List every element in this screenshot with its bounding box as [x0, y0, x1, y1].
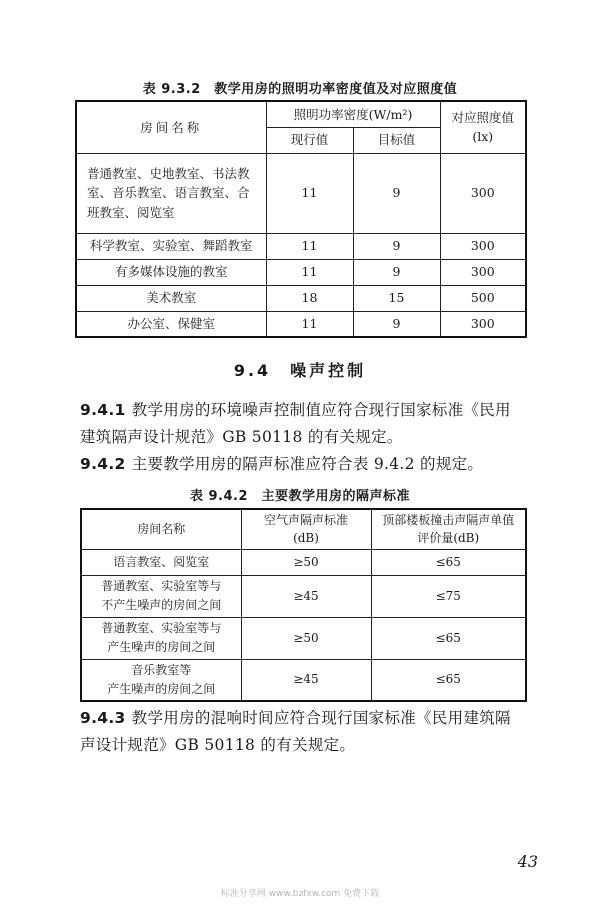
room-cell: [81, 549, 241, 575]
room-cell: [81, 575, 241, 617]
illuminance-cell: 300: [440, 153, 526, 233]
clause-text: 教学用房的环境噪声控制值应符合现行国家标准《民用建筑隔声设计规范》GB 50118 的有关规定。: [80, 401, 511, 446]
table-9-3-2-caption: 表 9.3.2 教学用房的照明功率密度值及对应照度值: [142, 82, 458, 97]
room-cell: 科学教室、实验室、舞蹈教室: [76, 233, 266, 259]
room-line: 语言教室、阅览室: [113, 554, 210, 569]
table-row: [76, 233, 526, 259]
airborne-cell: ≥45: [241, 659, 371, 701]
header-lighting-power-density: 照明功率密度(W/m²): [266, 101, 440, 127]
page-number: 43: [517, 852, 538, 871]
header-illuminance: [440, 101, 526, 153]
clause-number: 9.4.3: [80, 709, 126, 727]
table-9-4-2: [80, 508, 527, 702]
header-target-value: 目标值: [353, 127, 440, 153]
illuminance-cell: 300: [440, 259, 526, 285]
section-title: 9.4 噪声控制: [233, 361, 367, 380]
room-line: 普通教室、实验室等与: [101, 621, 222, 636]
header-impact-unit: 评价量(dB): [417, 531, 480, 546]
header-impact-label: 顶部楼板撞击声隔声单值: [382, 512, 515, 527]
clause-9-4-3: [80, 705, 520, 759]
room-cell: 美术教室: [76, 285, 266, 311]
header-room-name: 房间名称: [81, 509, 241, 549]
current-cell: 18: [266, 285, 353, 311]
room-cell: [81, 617, 241, 659]
header-airborne-label: 空气声隔声标准: [263, 512, 348, 527]
clause-number: 9.4.2: [80, 455, 126, 473]
current-cell: 11: [266, 311, 353, 337]
clause-9-4-2: [80, 451, 520, 478]
header-impact-insulation: [371, 509, 526, 549]
room-cell: 办公室、保健室: [76, 311, 266, 337]
current-cell: 11: [266, 233, 353, 259]
target-cell: 9: [353, 153, 440, 233]
clause-number: 9.4.1: [80, 401, 126, 419]
room-line: 音乐教室等: [131, 663, 192, 678]
illuminance-cell: 300: [440, 311, 526, 337]
illuminance-cell: 500: [440, 285, 526, 311]
airborne-cell: ≥50: [241, 549, 371, 575]
airborne-cell: ≥45: [241, 575, 371, 617]
room-cell: 普通教室、史地教室、书法教室、音乐教室、语言教室、合班教室、阅览室: [76, 153, 266, 233]
room-line: 产生噪声的房间之间: [107, 640, 216, 654]
header-illuminance-unit: (lx): [472, 129, 494, 145]
impact-cell: ≤65: [371, 659, 526, 701]
table-row: [81, 617, 526, 659]
header-current-value: 现行值: [266, 127, 353, 153]
illuminance-cell: 300: [440, 233, 526, 259]
table-9-3-2: [75, 100, 527, 338]
header-airborne-insulation: [241, 509, 371, 549]
room-line: 不产生噪声的房间之间: [101, 598, 222, 612]
target-cell: 9: [353, 311, 440, 337]
header-illuminance-label: 对应照度值: [451, 109, 514, 125]
room-line: 产生噪声的房间之间: [107, 681, 216, 696]
watermark-footer: 标准分享网 www.bzfxw.com 免费下载: [220, 889, 380, 899]
target-cell: 15: [353, 285, 440, 311]
impact-cell: ≤75: [371, 575, 526, 617]
current-cell: 11: [266, 259, 353, 285]
table-row: [76, 311, 526, 337]
table-row: [81, 659, 526, 701]
room-cell: 有多媒体设施的教室: [76, 259, 266, 285]
impact-cell: ≤65: [371, 617, 526, 659]
header-airborne-unit: (dB): [293, 531, 319, 546]
impact-cell: ≤65: [371, 549, 526, 575]
target-cell: 9: [353, 259, 440, 285]
room-cell: [81, 659, 241, 701]
clause-text: 主要教学用房的隔声标准应符合表 9.4.2 的规定。: [131, 455, 484, 473]
clause-9-4-1: [80, 397, 520, 451]
header-room-name: 房间名称: [76, 101, 266, 153]
table-row: [76, 259, 526, 285]
current-cell: 11: [266, 153, 353, 233]
table-row: [76, 285, 526, 311]
room-line: 普通教室、实验室等与: [101, 579, 222, 594]
table-9-4-2-caption: 表 9.4.2 主要教学用房的隔声标准: [189, 489, 411, 504]
target-cell: 9: [353, 233, 440, 259]
table-row: [81, 549, 526, 575]
table-row: [81, 575, 526, 617]
airborne-cell: ≥50: [241, 617, 371, 659]
clause-text: 教学用房的混响时间应符合现行国家标准《民用建筑隔声设计规范》GB 50118 的有关规定。: [80, 709, 511, 754]
table-row: [76, 153, 526, 233]
